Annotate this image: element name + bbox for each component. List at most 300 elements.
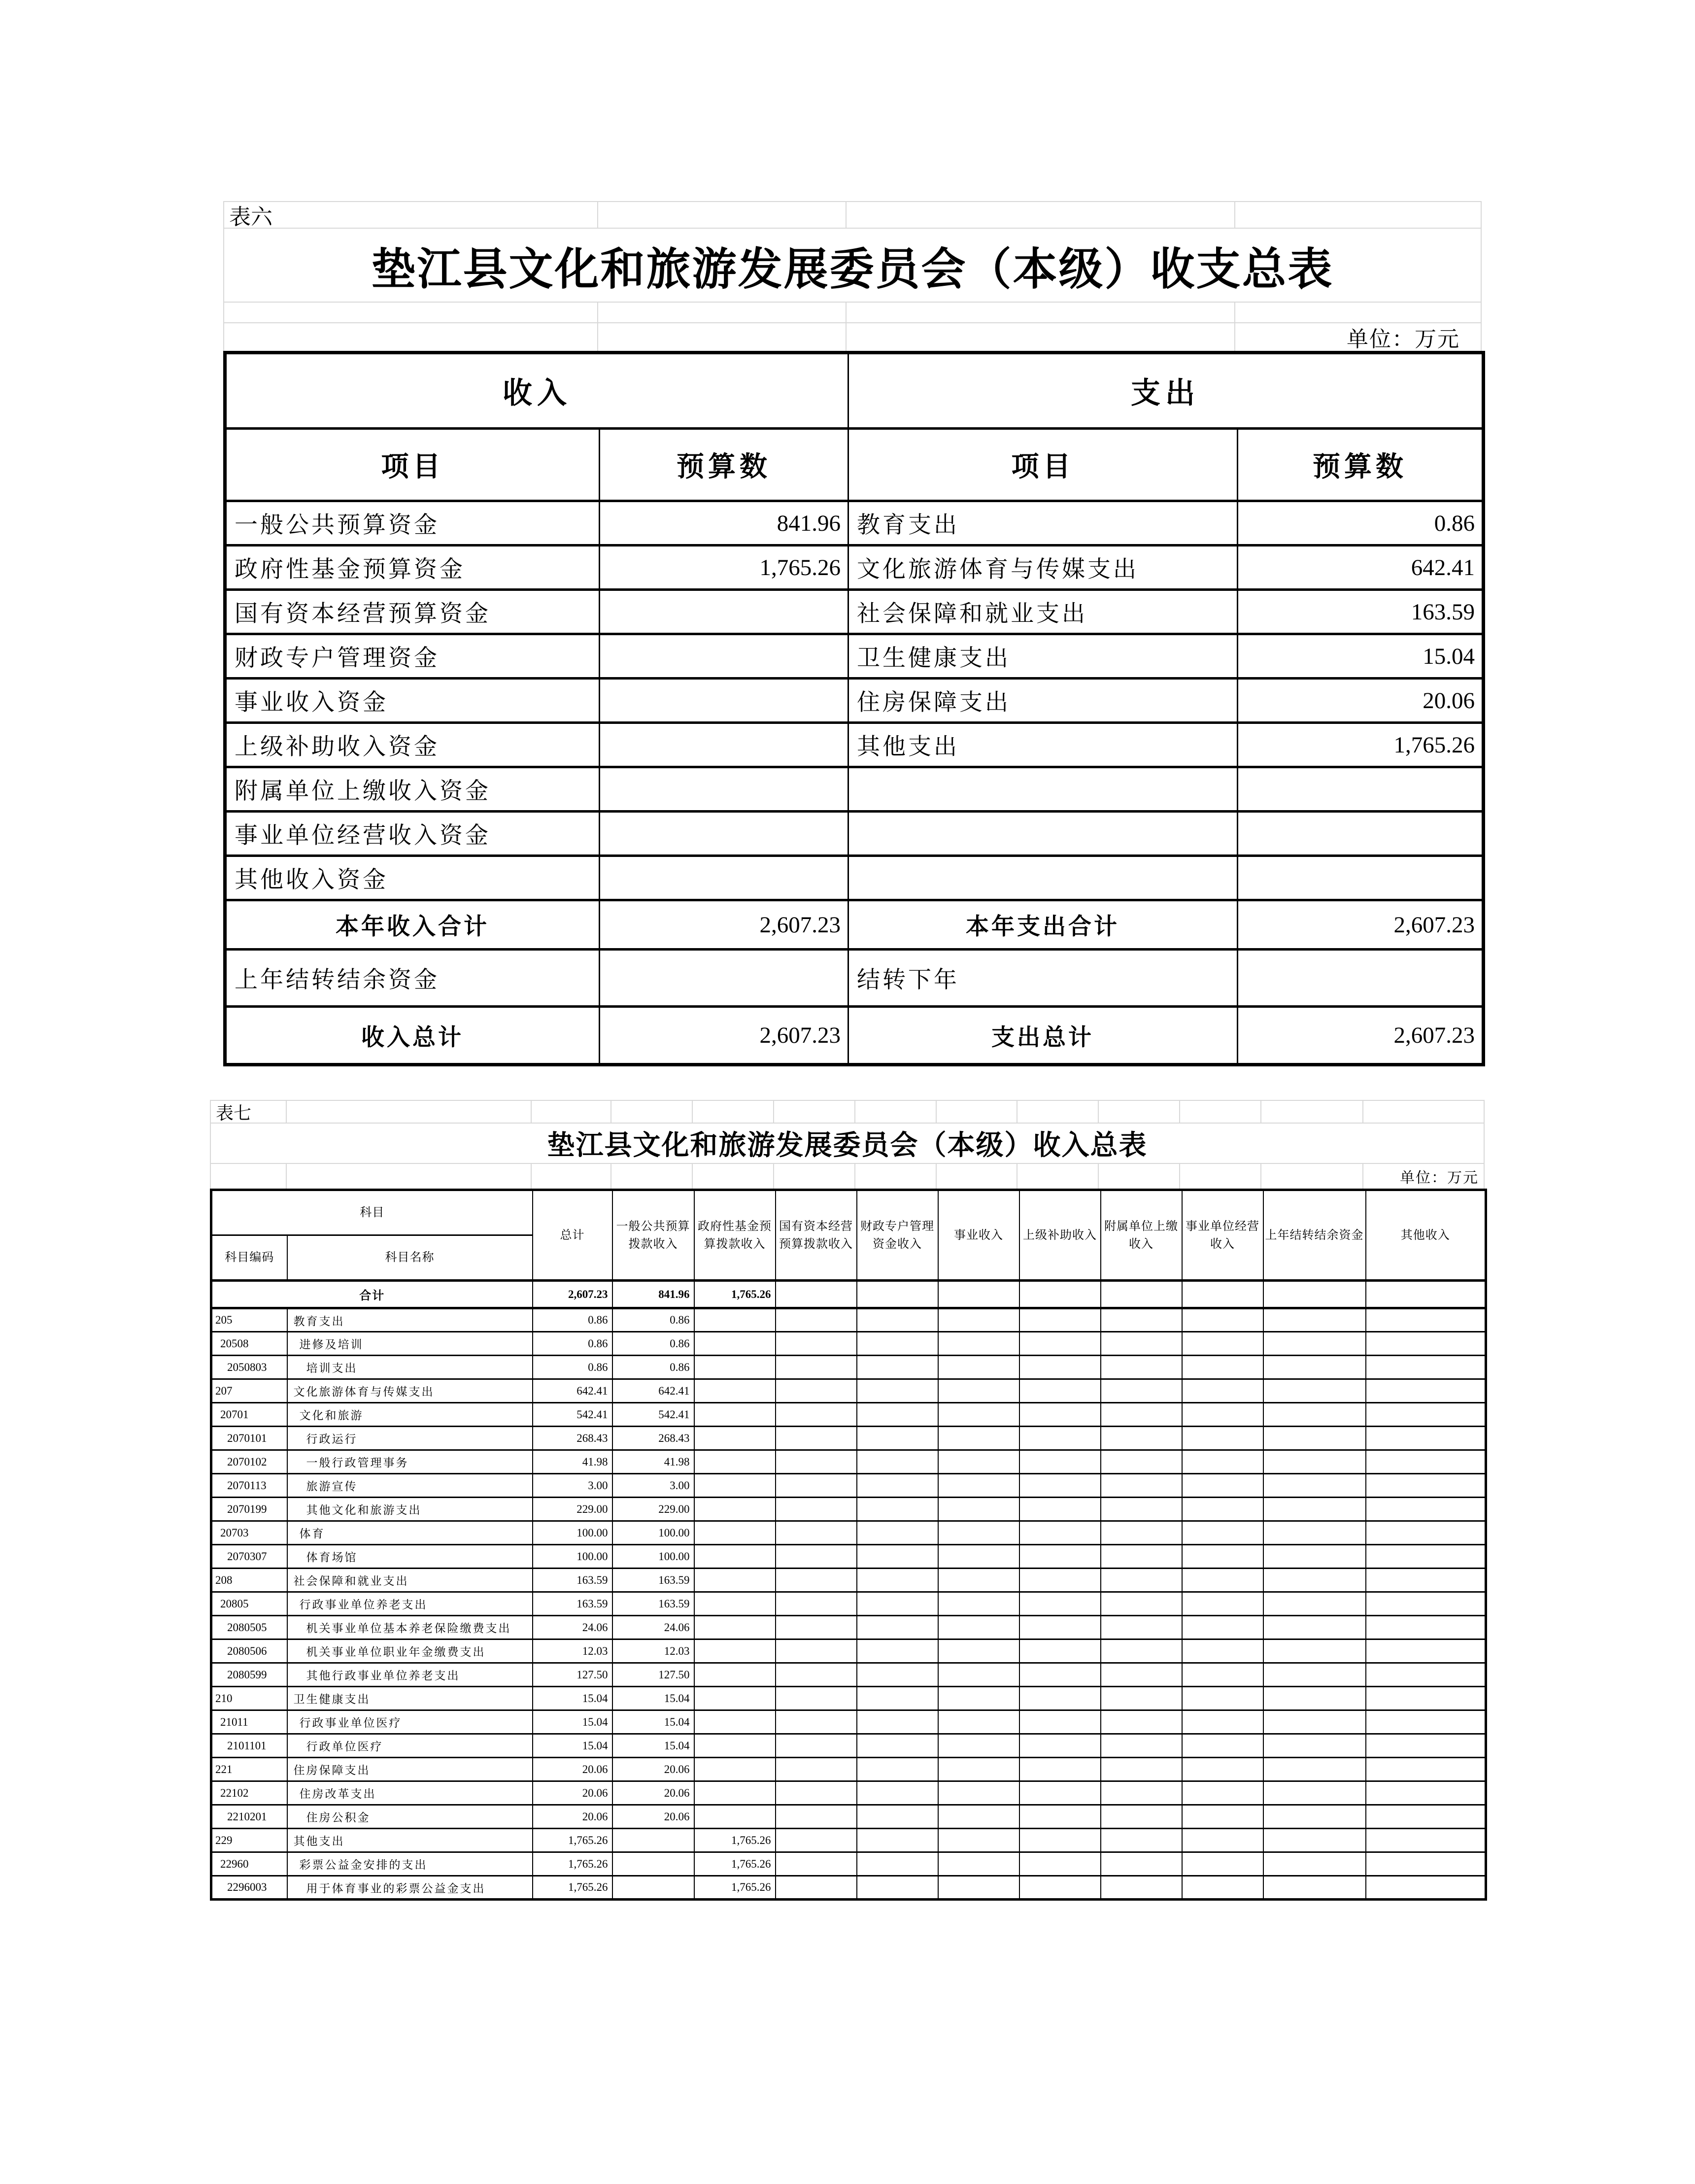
grid-cell xyxy=(287,1101,532,1123)
table7-value-cell xyxy=(1366,1758,1486,1781)
table7-value-cell: 229.00 xyxy=(533,1498,612,1521)
table7-row-2070199 xyxy=(211,1498,1486,1521)
table7-value-cell xyxy=(1366,1356,1486,1379)
table7-value-cell xyxy=(1101,1805,1182,1829)
table7-value-cell xyxy=(776,1498,857,1521)
table7-value-cell xyxy=(1019,1592,1101,1616)
table7-value-cell: 20.06 xyxy=(612,1758,694,1781)
table7-total-value-cell xyxy=(776,1281,857,1308)
grid-cell xyxy=(1235,303,1481,322)
table6-expense-budget-header: 预算数 xyxy=(1238,429,1484,501)
table7-value-cell: 100.00 xyxy=(612,1521,694,1545)
table7-value-cell: 20.06 xyxy=(533,1781,612,1805)
grid-cell xyxy=(598,323,847,351)
table7-column-header-6: 上级补助收入 xyxy=(1019,1190,1101,1281)
table7-name-cell: 文化旅游体育与传媒支出 xyxy=(287,1379,533,1403)
table7-value-cell xyxy=(1366,1308,1486,1332)
table7-value-cell: 1,765.26 xyxy=(533,1852,612,1876)
table7-value-cell: 163.59 xyxy=(612,1569,694,1592)
table7-name-cell: 一般行政管理事务 xyxy=(287,1450,533,1474)
grid-cell xyxy=(937,1164,1018,1189)
table6-section-header-row xyxy=(225,353,1484,429)
table6-row xyxy=(225,1007,1484,1065)
grid-cell xyxy=(224,202,598,228)
table7-value-cell xyxy=(1366,1474,1486,1498)
table7-value-cell xyxy=(1101,1663,1182,1687)
table6-item-cell: 其他收入资金 xyxy=(225,856,600,900)
table7-value-cell xyxy=(1263,1734,1366,1758)
grid-cell xyxy=(611,1164,693,1189)
table7-value-cell xyxy=(1019,1805,1101,1829)
table6-row xyxy=(225,856,1484,900)
table6-item-cell: 上年结转结余资金 xyxy=(225,950,600,1007)
table7-value-cell xyxy=(1019,1403,1101,1427)
table6-title-row xyxy=(223,228,1482,302)
table7-value-cell xyxy=(1101,1427,1182,1450)
grid-cell xyxy=(224,323,598,351)
table7-value-cell xyxy=(1182,1758,1263,1781)
table7-value-cell xyxy=(694,1592,776,1616)
table7-total-value-cell: 841.96 xyxy=(612,1281,694,1308)
table7-name-cell: 旅游宣传 xyxy=(287,1474,533,1498)
table7-value-cell xyxy=(1263,1356,1366,1379)
table7-value-cell xyxy=(694,1734,776,1758)
table7-value-cell xyxy=(1263,1639,1366,1663)
table7-value-cell xyxy=(1366,1663,1486,1687)
table7-value-cell xyxy=(938,1545,1019,1569)
table7-value-cell xyxy=(1101,1332,1182,1356)
grid-cell xyxy=(693,1164,774,1189)
table7-value-cell xyxy=(857,1616,938,1639)
table7-code-cell: 2070102 xyxy=(211,1450,287,1474)
table7-total-value-cell xyxy=(1263,1281,1366,1308)
table7-value-cell xyxy=(612,1852,694,1876)
table7-value-cell xyxy=(694,1710,776,1734)
table7-row-21011 xyxy=(211,1710,1486,1734)
table7-value-cell xyxy=(1182,1379,1263,1403)
table7-value-cell xyxy=(1263,1852,1366,1876)
table7-value-cell xyxy=(694,1379,776,1403)
grid-cell xyxy=(611,1101,693,1123)
table7-unit-row xyxy=(210,1163,1485,1189)
grid-cell xyxy=(1099,1164,1180,1189)
table7-value-cell xyxy=(776,1474,857,1498)
table7-code-cell: 2070307 xyxy=(211,1545,287,1569)
table7-value-cell xyxy=(1366,1876,1486,1900)
table7-code-cell: 2080599 xyxy=(211,1663,287,1687)
table6-unit-row xyxy=(223,322,1482,351)
table7-value-cell xyxy=(776,1569,857,1592)
table7-value-cell xyxy=(1101,1592,1182,1616)
table7-value-cell xyxy=(1101,1852,1182,1876)
table7-code-cell: 2101101 xyxy=(211,1734,287,1758)
table7-value-cell xyxy=(776,1710,857,1734)
grid-cell xyxy=(532,1101,611,1123)
table7-row-22960 xyxy=(211,1852,1486,1876)
table7-value-cell xyxy=(694,1781,776,1805)
table6-value-cell xyxy=(1238,950,1484,1007)
table7-value-cell xyxy=(1101,1545,1182,1569)
table7-row-20508 xyxy=(211,1332,1486,1356)
table7-income-detail xyxy=(210,1189,1487,1901)
table7-value-cell xyxy=(776,1687,857,1710)
table6-item-cell: 文化旅游体育与传媒支出 xyxy=(848,546,1238,590)
table7-value-cell xyxy=(1019,1687,1101,1710)
table7-value-cell xyxy=(776,1758,857,1781)
table7-row-20701 xyxy=(211,1403,1486,1427)
table6-item-cell: 本年收入合计 xyxy=(225,900,600,950)
table7-column-header-10: 其他收入 xyxy=(1366,1190,1486,1281)
table7-value-cell xyxy=(1101,1687,1182,1710)
table7-value-cell xyxy=(1101,1356,1182,1379)
table7-value-cell xyxy=(1019,1876,1101,1900)
table7-name-cell: 文化和旅游 xyxy=(287,1403,533,1427)
table7-value-cell: 41.98 xyxy=(533,1450,612,1474)
table6-item-cell: 一般公共预算资金 xyxy=(225,501,600,546)
table7-value-cell xyxy=(694,1308,776,1332)
table7-value-cell xyxy=(938,1474,1019,1498)
table7-name-cell: 其他行政事业单位养老支出 xyxy=(287,1663,533,1687)
table7-row-2296003 xyxy=(211,1876,1486,1900)
table7-code-cell: 20701 xyxy=(211,1403,287,1427)
table6-item-cell: 卫生健康支出 xyxy=(848,634,1238,679)
table7-value-cell: 127.50 xyxy=(612,1663,694,1687)
table7-name-cell: 彩票公益金安排的支出 xyxy=(287,1852,533,1876)
grid-cell xyxy=(1235,323,1481,351)
table7-row-22102 xyxy=(211,1781,1486,1805)
table7-value-cell xyxy=(1263,1474,1366,1498)
table6-value-cell: 2,607.23 xyxy=(1238,900,1484,950)
table7-value-cell xyxy=(1182,1521,1263,1545)
table7-value-cell xyxy=(776,1545,857,1569)
table7-total-value-cell xyxy=(1366,1281,1486,1308)
table7-value-cell xyxy=(1101,1498,1182,1521)
table7-value-cell xyxy=(1101,1876,1182,1900)
table7-name-cell: 进修及培训 xyxy=(287,1332,533,1356)
table7-total-label: 合计 xyxy=(211,1281,533,1308)
table7-value-cell xyxy=(857,1521,938,1545)
table7-value-cell xyxy=(776,1829,857,1852)
table7-row-2080505 xyxy=(211,1616,1486,1639)
table7-total-value-cell xyxy=(857,1281,938,1308)
table6-income-expense-summary xyxy=(223,351,1485,1066)
table7-value-cell xyxy=(1019,1356,1101,1379)
table7-name-cell: 住房保障支出 xyxy=(287,1758,533,1781)
table7-value-cell: 15.04 xyxy=(533,1710,612,1734)
table6-item-cell: 结转下年 xyxy=(848,950,1238,1007)
table7-value-cell xyxy=(1366,1639,1486,1663)
table7-value-cell xyxy=(1366,1403,1486,1427)
table7-code-cell: 2080505 xyxy=(211,1616,287,1639)
table6-value-cell: 163.59 xyxy=(1238,590,1484,634)
grid-cell xyxy=(1363,1164,1484,1189)
table7-value-cell xyxy=(1019,1639,1101,1663)
table7-value-cell xyxy=(1263,1687,1366,1710)
table7-value-cell: 268.43 xyxy=(612,1427,694,1450)
table6-value-cell: 2,607.23 xyxy=(600,1007,848,1065)
grid-cell xyxy=(693,1101,774,1123)
table6-income-budget-header: 预算数 xyxy=(600,429,848,501)
table7-value-cell xyxy=(1182,1852,1263,1876)
table6-row xyxy=(225,950,1484,1007)
table6-value-cell: 2,607.23 xyxy=(600,900,848,950)
table7-value-cell: 15.04 xyxy=(533,1734,612,1758)
table7-name-cell: 体育 xyxy=(287,1521,533,1545)
table7-code-cell: 210 xyxy=(211,1687,287,1710)
table7-value-cell: 15.04 xyxy=(612,1734,694,1758)
table7-value-cell xyxy=(694,1403,776,1427)
table6-row xyxy=(225,767,1484,812)
table7-value-cell xyxy=(1182,1805,1263,1829)
table7-name-cell: 行政运行 xyxy=(287,1427,533,1450)
table7-code-cell: 2070101 xyxy=(211,1427,287,1450)
table7-value-cell xyxy=(1182,1734,1263,1758)
table7-value-cell xyxy=(1366,1450,1486,1474)
grid-cell xyxy=(287,1164,532,1189)
table7-column-header-7: 附属单位上缴收入 xyxy=(1101,1190,1182,1281)
table7-row-2210201 xyxy=(211,1805,1486,1829)
table7-value-cell xyxy=(938,1498,1019,1521)
table7-name-cell: 机关事业单位职业年金缴费支出 xyxy=(287,1639,533,1663)
table7-value-cell xyxy=(694,1427,776,1450)
table7-code-cell: 221 xyxy=(211,1758,287,1781)
table7-value-cell xyxy=(694,1758,776,1781)
table7-total-value-cell: 2,607.23 xyxy=(533,1281,612,1308)
table7-value-cell xyxy=(694,1639,776,1663)
table7-value-cell xyxy=(857,1356,938,1379)
table7-total-value-cell: 1,765.26 xyxy=(694,1281,776,1308)
table7-code-cell: 2080506 xyxy=(211,1639,287,1663)
table7-value-cell: 41.98 xyxy=(612,1450,694,1474)
table7-value-cell: 20.06 xyxy=(612,1781,694,1805)
table7-value-cell xyxy=(1366,1498,1486,1521)
table7-value-cell xyxy=(938,1687,1019,1710)
table6-item-cell: 事业单位经营收入资金 xyxy=(225,812,600,856)
grid-cell xyxy=(847,323,1235,351)
table7-value-cell xyxy=(1019,1450,1101,1474)
table7-row-229 xyxy=(211,1829,1486,1852)
grid-cell xyxy=(1261,1101,1364,1123)
table7-value-cell xyxy=(1182,1876,1263,1900)
table7-value-cell xyxy=(1263,1781,1366,1805)
table6-value-cell xyxy=(600,856,848,900)
table7-title: 垫江县文化和旅游发展委员会（本级）收入总表 xyxy=(547,1130,1148,1161)
table7-value-cell: 163.59 xyxy=(612,1592,694,1616)
table7-code-cell: 20703 xyxy=(211,1521,287,1545)
table6-row xyxy=(225,679,1484,723)
table6-value-cell xyxy=(600,590,848,634)
table7-value-cell xyxy=(1101,1781,1182,1805)
table6-unit-label: 单位：万元 xyxy=(1347,327,1460,351)
table7-value-cell xyxy=(1182,1474,1263,1498)
table6-item-cell: 收入总计 xyxy=(225,1007,600,1065)
table7-value-cell xyxy=(1263,1592,1366,1616)
table7-value-cell: 163.59 xyxy=(533,1569,612,1592)
table7-value-cell xyxy=(1101,1569,1182,1592)
table7-value-cell xyxy=(1182,1592,1263,1616)
table7-value-cell xyxy=(1263,1876,1366,1900)
table7-value-cell xyxy=(1263,1450,1366,1474)
table7-value-cell xyxy=(1182,1639,1263,1663)
table7-value-cell xyxy=(694,1545,776,1569)
grid-cell xyxy=(1017,1164,1099,1189)
grid-cell xyxy=(1180,1101,1261,1123)
table7-code-cell: 2070199 xyxy=(211,1498,287,1521)
grid-cell xyxy=(598,202,847,228)
table7-value-cell xyxy=(694,1332,776,1356)
table7-value-cell xyxy=(1182,1545,1263,1569)
table6-value-cell: 15.04 xyxy=(1238,634,1484,679)
table7-value-cell xyxy=(694,1687,776,1710)
table7-value-cell xyxy=(1182,1616,1263,1639)
table7-value-cell xyxy=(694,1521,776,1545)
table6-value-cell xyxy=(600,767,848,812)
table6-value-cell: 2,607.23 xyxy=(1238,1007,1484,1065)
table7-row-2050803 xyxy=(211,1356,1486,1379)
table7-value-cell xyxy=(857,1852,938,1876)
table6-value-cell: 20.06 xyxy=(1238,679,1484,723)
table7-value-cell xyxy=(1366,1521,1486,1545)
table7-value-cell xyxy=(1101,1308,1182,1332)
table7-value-cell xyxy=(1263,1805,1366,1829)
table7-total-row xyxy=(211,1281,1486,1308)
table7-value-cell xyxy=(1182,1663,1263,1687)
table7-value-cell: 0.86 xyxy=(612,1356,694,1379)
table7-value-cell xyxy=(776,1663,857,1687)
table7-value-cell xyxy=(857,1569,938,1592)
table7-code-cell: 2296003 xyxy=(211,1876,287,1900)
table7-value-cell xyxy=(938,1758,1019,1781)
table7-value-cell xyxy=(857,1829,938,1852)
table7-value-cell xyxy=(1019,1852,1101,1876)
table7-value-cell: 0.86 xyxy=(533,1308,612,1332)
table7-column-header-5: 事业收入 xyxy=(938,1190,1019,1281)
table7-value-cell: 268.43 xyxy=(533,1427,612,1450)
table7-value-cell xyxy=(1182,1308,1263,1332)
table7-value-cell: 0.86 xyxy=(533,1332,612,1356)
table6-value-cell xyxy=(600,723,848,767)
table7-name-cell: 其他支出 xyxy=(287,1829,533,1852)
table7-column-header-8: 事业单位经营收入 xyxy=(1182,1190,1263,1281)
table7-value-cell xyxy=(1101,1521,1182,1545)
table7-row-207 xyxy=(211,1379,1486,1403)
table7-tag: 表七 xyxy=(216,1103,252,1123)
table7-code-cell: 2050803 xyxy=(211,1356,287,1379)
table7-value-cell xyxy=(938,1639,1019,1663)
table6-item-cell: 其他支出 xyxy=(848,723,1238,767)
table7-value-cell: 12.03 xyxy=(612,1639,694,1663)
table6-income-item-header: 项目 xyxy=(225,429,600,501)
table7-subject-header: 科目 xyxy=(211,1190,533,1235)
table7-value-cell xyxy=(1263,1521,1366,1545)
table7-value-cell: 24.06 xyxy=(612,1616,694,1639)
table7-value-cell xyxy=(1019,1829,1101,1852)
table7-column-header-9: 上年结转结余资金 xyxy=(1263,1190,1366,1281)
table6-spacer-row xyxy=(223,302,1482,322)
table7-value-cell xyxy=(1366,1734,1486,1758)
table7-value-cell xyxy=(857,1781,938,1805)
table7-value-cell xyxy=(1182,1498,1263,1521)
table7-value-cell xyxy=(776,1450,857,1474)
table7-value-cell: 1,765.26 xyxy=(533,1876,612,1900)
table6-value-cell: 642.41 xyxy=(1238,546,1484,590)
grid-cell xyxy=(774,1164,855,1189)
table7-value-cell xyxy=(857,1876,938,1900)
table7-value-cell xyxy=(776,1308,857,1332)
table7-value-cell xyxy=(1263,1829,1366,1852)
table7-value-cell xyxy=(938,1781,1019,1805)
table7-value-cell xyxy=(857,1332,938,1356)
table7-value-cell xyxy=(1263,1332,1366,1356)
table7-value-cell xyxy=(1366,1616,1486,1639)
grid-cell xyxy=(211,1101,287,1123)
table7-value-cell xyxy=(1101,1829,1182,1852)
table7-value-cell xyxy=(1019,1521,1101,1545)
table6-item-cell: 事业收入资金 xyxy=(225,679,600,723)
table7-value-cell: 0.86 xyxy=(533,1356,612,1379)
grid-cell xyxy=(855,1101,937,1123)
table7-row-2080599 xyxy=(211,1663,1486,1687)
table7-value-cell xyxy=(776,1805,857,1829)
table7-value-cell: 642.41 xyxy=(612,1379,694,1403)
table6-value-cell: 1,765.26 xyxy=(1238,723,1484,767)
table7-value-cell: 100.00 xyxy=(533,1545,612,1569)
table7-value-cell: 542.41 xyxy=(533,1403,612,1427)
table7-value-cell xyxy=(857,1308,938,1332)
table7-value-cell xyxy=(1019,1710,1101,1734)
table7-value-cell xyxy=(1019,1734,1101,1758)
table7-value-cell xyxy=(857,1450,938,1474)
table7-row-20805 xyxy=(211,1592,1486,1616)
table6-row xyxy=(225,501,1484,546)
table7-value-cell xyxy=(1263,1308,1366,1332)
table6-item-cell: 附属单位上缴收入资金 xyxy=(225,767,600,812)
table7-value-cell xyxy=(776,1639,857,1663)
table7-value-cell: 1,765.26 xyxy=(694,1852,776,1876)
table7-value-cell xyxy=(1019,1616,1101,1639)
table6-item-cell: 政府性基金预算资金 xyxy=(225,546,600,590)
table6-title: 垫江县文化和旅游发展委员会（本级）收支总表 xyxy=(371,245,1334,294)
table7-code-cell: 208 xyxy=(211,1569,287,1592)
table7-value-cell xyxy=(1263,1616,1366,1639)
table7-total-value-cell xyxy=(938,1281,1019,1308)
table7-value-cell xyxy=(1101,1639,1182,1663)
grid-cell xyxy=(1261,1164,1364,1189)
table6-body xyxy=(225,501,1484,1065)
grid-cell xyxy=(855,1164,937,1189)
table7-name-cell: 培训支出 xyxy=(287,1356,533,1379)
table7-column-header-0: 总计 xyxy=(533,1190,612,1281)
table7-value-cell xyxy=(776,1616,857,1639)
grid-cell xyxy=(1235,202,1481,228)
table7-value-cell xyxy=(938,1852,1019,1876)
table7-row-210 xyxy=(211,1687,1486,1710)
table7-name-cell: 教育支出 xyxy=(287,1308,533,1332)
table7-code-cell: 20805 xyxy=(211,1592,287,1616)
table7-column-header-1: 一般公共预算拨款收入 xyxy=(612,1190,694,1281)
table7-name-cell: 用于体育事业的彩票公益金支出 xyxy=(287,1876,533,1900)
table7-column-header-4: 财政专户管理资金收入 xyxy=(857,1190,938,1281)
table7-value-cell: 3.00 xyxy=(612,1474,694,1498)
table7-value-cell xyxy=(857,1687,938,1710)
table7-code-cell: 207 xyxy=(211,1379,287,1403)
table7-title-row xyxy=(210,1123,1485,1163)
table7-value-cell: 15.04 xyxy=(612,1710,694,1734)
table7-value-cell: 642.41 xyxy=(533,1379,612,1403)
table7-value-cell xyxy=(1182,1450,1263,1474)
table7-row-2070113 xyxy=(211,1474,1486,1498)
grid-cell xyxy=(847,202,1235,228)
